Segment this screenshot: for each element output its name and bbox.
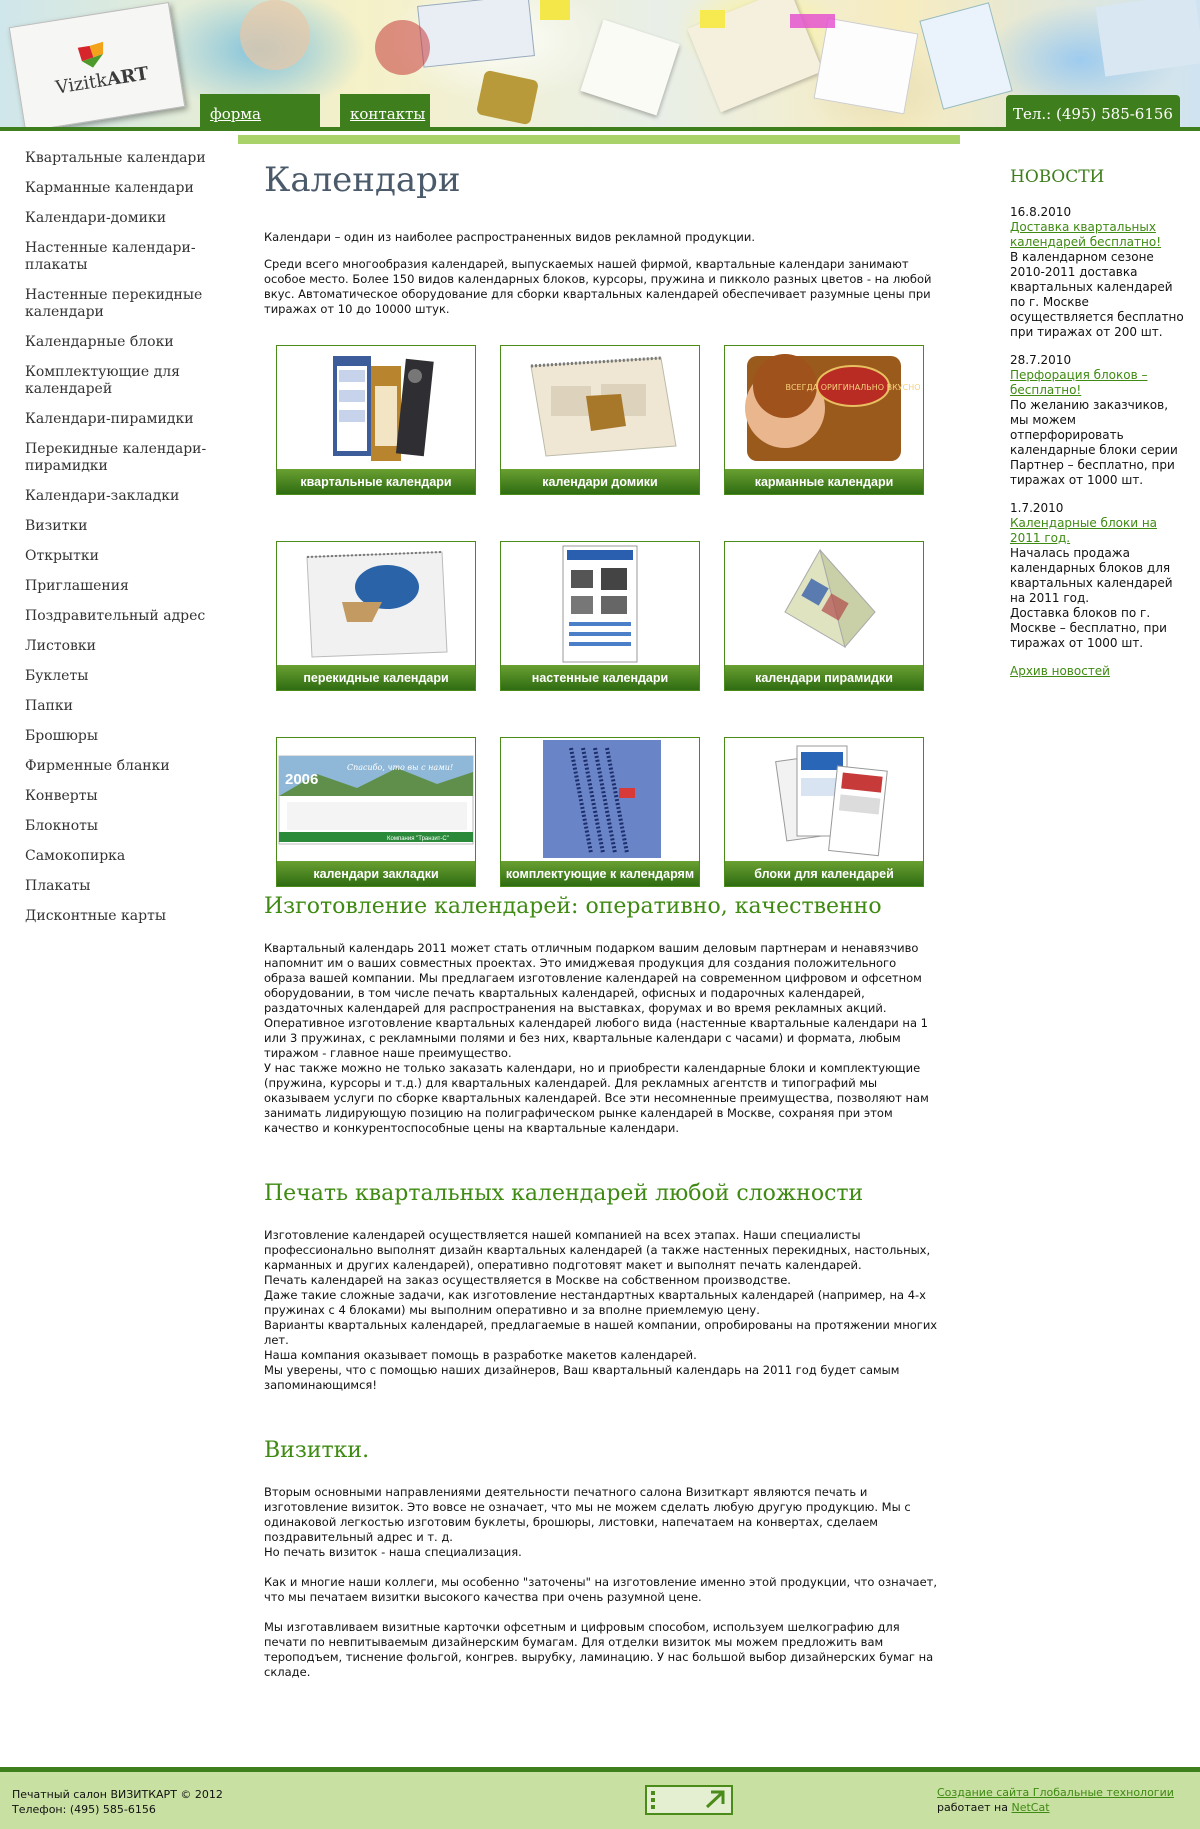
bookmark-company: Компания "Транзит-С" xyxy=(387,836,449,842)
product-tile-quarterly[interactable] xyxy=(276,345,476,495)
news-text: В календарном сезоне 2010-2011 доставка квартальных календарей по г. Москве осуществляется бесплатно при тиражах от 200 шт. xyxy=(1010,250,1184,339)
footer-copyright: Печатный салон ВИЗИТКАРТ © 2012 xyxy=(12,1788,223,1801)
news-item xyxy=(1010,501,1190,651)
news-text: По желанию заказчиков, мы можем отперфорировать календарные блоки серии Партнер – бесплатно, при тиражах от 1000 шт. xyxy=(1010,398,1178,487)
news-title: НОВОСТИ xyxy=(1010,167,1105,187)
nav-contacts[interactable]: контакты xyxy=(340,94,430,129)
section-text-business-cards-3: Мы изготавливаем визитные карточки офсетным и цифровым способом, используем шелкографию для печати по невпитываемым дизайнерским бумагам. Для отделки визиток мы можем предложить вам тероподъем, тиснение фольгой, конгрев. вырубку, ламинацию. У нас большой выбор дизайнерских бумаг на складе. xyxy=(264,1620,934,1679)
news-date: 28.7.2010 xyxy=(1010,353,1072,367)
main-content xyxy=(264,160,940,1692)
section-heading-production: Изготовление календарей: оперативно, качественно xyxy=(264,894,882,919)
intro-paragraph-2: Среди всего многообразия календарей, выпускаемых нашей фирмой, квартальные календари занимают особое место. Более 150 видов календарных блоков, курсоры, пружина и пикколо разных цветов - на любой вкус. Автоматическое оборудование для сборки квартальных календарей обеспечивает разумные цены при тиражах от 10 до 10000 штук. xyxy=(264,257,932,316)
pocket-card-text: ВСЕГДА ОРИГИНАЛЬНО ВКУСНО xyxy=(785,383,921,392)
news-date: 1.7.2010 xyxy=(1010,501,1064,515)
flip-calendar-image xyxy=(277,542,475,666)
footer-badge[interactable] xyxy=(645,1785,733,1815)
logo-text: VizitkART xyxy=(54,63,151,99)
section-heading-printing: Печать квартальных календарей любой сложности xyxy=(264,1181,864,1206)
sidebar-item-quarterly-calendars[interactable]: Квартальные календари xyxy=(25,150,206,166)
tile-caption: блоки для календарей xyxy=(725,861,923,886)
sidebar-item-invitations[interactable]: Приглашения xyxy=(25,578,129,594)
product-tile-desk[interactable] xyxy=(500,345,700,495)
news-link[interactable]: Доставка квартальных календарей бесплатно! xyxy=(1010,220,1162,249)
pyramid-calendar-image xyxy=(725,542,923,666)
product-grid xyxy=(264,345,940,893)
header-phone: Тел.: (495) 585-6156 xyxy=(1006,95,1180,129)
footer-powered-prefix: работает на xyxy=(937,1801,1012,1814)
footer-phone: Телефон: (495) 585-6156 xyxy=(12,1803,156,1816)
sidebar-item-discount-cards[interactable]: Дисконтные карты xyxy=(25,908,166,924)
sidebar-item-brochures[interactable]: Брошюры xyxy=(25,728,98,744)
news-date: 16.8.2010 xyxy=(1010,205,1072,219)
tile-caption: календари домики xyxy=(501,469,699,494)
tile-caption: настенные календари xyxy=(501,665,699,690)
bookmark-slogan: Спасибо, что вы с нами! xyxy=(347,763,454,772)
sidebar-item-leaflets[interactable]: Листовки xyxy=(25,638,96,654)
desk-calendar-image xyxy=(501,346,699,470)
sidebar-item-business-cards[interactable]: Визитки xyxy=(25,518,88,534)
page-title: Календари xyxy=(264,160,461,200)
sidebar-item-notepads[interactable]: Блокноты xyxy=(25,818,99,834)
sidebar-item-wall-flip-calendars[interactable]: Настенные перекидные календари xyxy=(25,287,203,320)
product-tile-components[interactable] xyxy=(500,737,700,887)
site-footer xyxy=(0,1772,1200,1829)
header-divider xyxy=(0,127,1200,131)
section-text-business-cards-2: Как и многие наши коллеги, мы особенно "заточены" на изготовление именно этой продукции, что означает, что мы печатаем визитки высокого качества при очень разумной цене. xyxy=(264,1575,938,1604)
calendar-blocks-image xyxy=(725,738,923,862)
sidebar-item-flip-pyramid-calendars[interactable]: Перекидные календари-пирамидки xyxy=(25,441,207,474)
sidebar-item-desk-calendars[interactable]: Календари-домики xyxy=(25,210,167,226)
footer-powered xyxy=(937,1800,1050,1815)
news-archive-link[interactable]: Архив новостей xyxy=(1010,664,1110,678)
intro-paragraph: Календари – один из наиболее распространенных видов рекламной продукции. xyxy=(264,230,755,244)
section-text-printing: Изготовление календарей осуществляется нашей компанией на всех этапах. Наши специалисты профессионально выполнят дизайн квартальных календарей (а также настенных перекидных, настольных, карманных и других календарей), оперативно подготовят макет и выполнят печать календарей. Печать календарей на заказ осуществляется в Москве на собственном производстве. Даже такие сложные задачи, как изготовление нестандартных квартальных календарей (например, на 4-х пружинах с 4 блоками) мы выполним оперативно и за вполне приемлемую цену. Варианты квартальных календарей, предлагаемые в нашей компании, опробированы на протяжении многих лет. Наша компания оказывает помощь в разработке макетов календарей. Мы уверены, что с помощью наших дизайнеров, Ваш квартальный календарь на 2011 год будет самым запоминающимся! xyxy=(264,1228,938,1392)
bookmark-calendar-image xyxy=(277,738,475,862)
nav-form[interactable]: форма xyxy=(200,94,320,129)
tile-caption: календари закладки xyxy=(277,861,475,886)
news-link[interactable]: Перфорация блоков – бесплатно! xyxy=(1010,368,1148,397)
footer-netcat-link[interactable]: NetCat xyxy=(1011,1801,1050,1814)
site-header xyxy=(0,0,1200,131)
tile-caption: карманные календари xyxy=(725,469,923,494)
product-tile-pyramid[interactable] xyxy=(724,541,924,691)
tile-caption: перекидные календари xyxy=(277,665,475,690)
product-tile-pocket[interactable] xyxy=(724,345,924,495)
sidebar-item-calendar-blocks[interactable]: Календарные блоки xyxy=(25,334,174,350)
news-panel xyxy=(1010,165,1190,679)
sidebar-item-calendar-components[interactable]: Комплектующие для календарей xyxy=(25,364,181,397)
news-item xyxy=(1010,353,1190,488)
pocket-calendar-image xyxy=(725,346,923,470)
bookmark-year: 2006 xyxy=(285,771,319,788)
wall-calendar-image xyxy=(501,542,699,666)
sidebar-item-greeting-address[interactable]: Поздравительный адрес xyxy=(25,608,206,624)
section-heading-business-cards: Визитки. xyxy=(264,1438,370,1463)
sidebar-item-folders[interactable]: Папки xyxy=(25,698,73,714)
sidebar-item-pocket-calendars[interactable]: Карманные календари xyxy=(25,180,194,196)
footer-developer-link[interactable]: Создание сайта Глобальные технологии xyxy=(937,1786,1174,1799)
sidebar-item-wall-poster-calendars[interactable]: Настенные календари-плакаты xyxy=(25,240,196,273)
quarterly-calendar-image xyxy=(277,346,475,470)
calendar-components-image xyxy=(501,738,699,862)
arrow-badge-icon xyxy=(647,1787,731,1813)
sidebar-nav xyxy=(25,150,225,938)
section-text-business-cards-1: Вторым основными направлениями деятельности печатного салона Визиткарт являются печать и изготовление визиток. Это вовсе не означает, что мы не можем сделать любую другую продукцию. Мы с одинаковой легкостью изготовим буклеты, брошюры, листовки, напечатаем на конвертах, сделаем поздравительный адрес и т. д. Но печать визиток - наша специализация. xyxy=(264,1485,911,1559)
logo-mark-icon xyxy=(73,35,113,70)
sidebar-item-postcards[interactable]: Открытки xyxy=(25,548,99,564)
news-item xyxy=(1010,205,1190,340)
sidebar-item-envelopes[interactable]: Конверты xyxy=(25,788,98,804)
tile-caption: календари пирамидки xyxy=(725,665,923,690)
sidebar-item-booklets[interactable]: Буклеты xyxy=(25,668,89,684)
tile-caption: квартальные календари xyxy=(277,469,475,494)
section-text-production: Квартальный календарь 2011 может стать отличным подарком вашим деловым партнерам и ненавязчиво напомнит им о ваших совместных проектах. Это имиджевая продукция для создания положительного образа вашей компании. Мы предлагаем изготовление календарей на современном цифровом и офсетном оборудовании, в том числе печать квартальных календарей, офисных и подарочных календарей, раздаточных календарей для распространения на выставках, форумах и во время рекламных акций. Оперативное изготовление квартальных календарей любого вида (настенные квартальные календари на 1 или 3 пружинах, с рекламными полями и без них, квартальные календари с часами) и формата, любым тиражом - главное наше преимущество. У нас также можно не только заказать календари, но и приобрести календарные блоки и комплектующие (пружина, курсоры и т.д.) для квартальных календарей. Для рекламных агентств и типографий мы оказываем услуги по сборке квартальных календарей. Все эти несомненные преимущества, позволяют нам занимать лидирующую позицию на полиграфическом рынке календарей в Москве, сохраняя при этом качество и конкурентоспособные цены на квартальные календари. xyxy=(264,941,929,1135)
news-text: Началась продажа календарных блоков для квартальных календарей на 2011 год. Доставка блоков по г. Москве – бесплатно, при тиражах от 1000 шт. xyxy=(1010,546,1173,650)
product-tile-blocks[interactable] xyxy=(724,737,924,887)
sidebar-item-letterheads[interactable]: Фирменные бланки xyxy=(25,758,170,774)
sidebar-item-posters[interactable]: Плакаты xyxy=(25,878,91,894)
product-tile-bookmark[interactable] xyxy=(276,737,476,887)
sidebar-item-carbonless[interactable]: Самокопирка xyxy=(25,848,126,864)
product-tile-flip[interactable] xyxy=(276,541,476,691)
product-tile-wall[interactable] xyxy=(500,541,700,691)
news-link[interactable]: Календарные блоки на 2011 год. xyxy=(1010,516,1158,545)
sidebar-item-pyramid-calendars[interactable]: Календари-пирамидки xyxy=(25,411,194,427)
header-subbar xyxy=(238,135,960,144)
sidebar-item-bookmark-calendars[interactable]: Календари-закладки xyxy=(25,488,180,504)
tile-caption: комплектующие к календарям xyxy=(501,861,699,886)
